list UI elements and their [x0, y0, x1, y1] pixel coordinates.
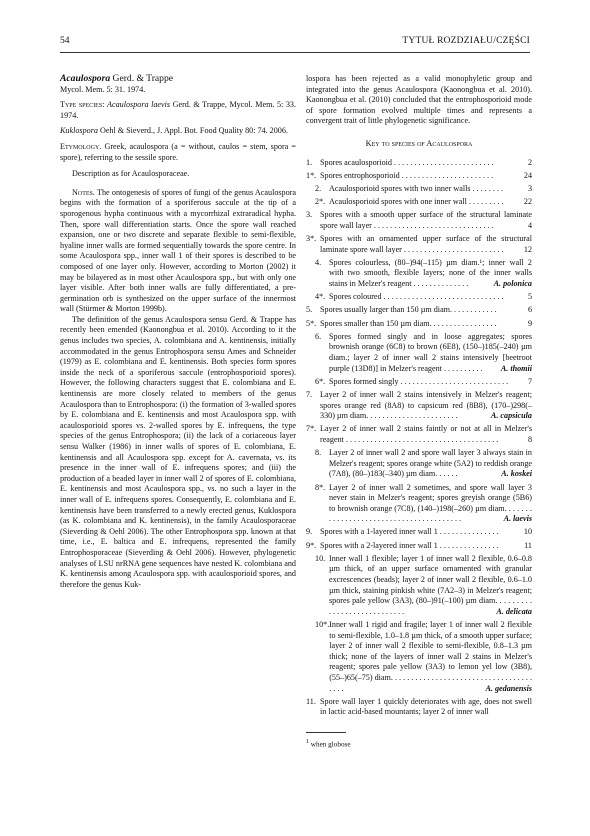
key-entry-description: Spores with an ornamented upper surface of the structural laminate spore wall layer . . . . . . . . . . . . . . . . . . . . . . . . .: [320, 234, 532, 254]
key-entry-number: 4*.: [315, 292, 326, 302]
key-entry-text: [329, 292, 532, 303]
key-entry-description: Spores entrophosporioid . . . . . . . . . . . . . . . . . . . . . . .: [320, 170, 494, 180]
key-entry-result: A. thomii: [500, 363, 532, 373]
key-entry-text: [329, 258, 532, 290]
key-entry-text: [329, 448, 532, 480]
key-entry: [315, 448, 532, 480]
key-entry-result: A. laevis: [503, 514, 532, 524]
continued-paragraph: lospora has been rejected as a valid monophyletic group and integrated into the genus Acaulospora (Kaonongbua et al. 2010). Kaonongbua et al. (2010) concluded that the entrophosporioid mode of spore formation evolved multiple times and represents a convergent trait of little phylogenetic significance.: [306, 74, 532, 126]
key-entry-text: [329, 554, 532, 618]
key-entry-description: Acaulosporioid spores with one inner wall . . . . . . . . .: [329, 197, 504, 207]
key-entry-number: 1.: [306, 157, 313, 167]
key-entry-description: Spore wall layer 1 quickly deteriorates with age, does not swell in lactic acid-based mountants; layer 2 of inner wall: [320, 696, 532, 717]
key-entry-result: 7: [527, 376, 532, 386]
right-column: [306, 74, 532, 750]
key-entry: [315, 292, 532, 303]
key-entry-result: 9: [527, 318, 532, 328]
key-entry-number: 2.: [315, 183, 322, 193]
key-entry-description: Spores with a 1-layered inner wall 1 . . . . . . . . . . . . . . .: [320, 527, 499, 537]
notes-label: Notes.: [72, 187, 95, 197]
page-number: 54: [60, 36, 70, 46]
key-entry: [306, 541, 532, 552]
page-header: [60, 36, 530, 50]
key-entry-number: 9*.: [306, 540, 317, 550]
key-entry-description: Layer 2 of inner wall 2 stains intensively in Melzer's reagent; spores orange red (8A8) to capsicum red (8B8), (170–)298(–330) µm diam. . . . . . . . . . . . . . . . . . . . . . .: [320, 389, 532, 421]
key-entry-description: Acaulosporioid spores with two inner walls . . . . . . . .: [329, 183, 503, 193]
key-entry-number: 10.: [315, 553, 326, 563]
key-entry-result: A. delicata: [496, 606, 532, 616]
key-entry: [315, 620, 532, 694]
key-entry-result: 8: [527, 434, 532, 444]
key-entry-text: [320, 527, 532, 538]
type-species-citation: Gerd. & Trappe, Mycol. Mem. 5: 33. 1974.: [60, 100, 296, 120]
key-entry-text: [320, 234, 532, 255]
key-entry-result: 12: [523, 244, 532, 254]
key-entry-result: 11: [524, 540, 532, 550]
key-entry-number: 4.: [315, 257, 322, 267]
key-entry-description: Inner wall 1 rigid and fragile; layer 1 of inner wall 2 flexible to semi-flexible, 1.0–1.8 µm thick, of a smooth upper surface; layer 2 of inner wall 2 flexible to semi-flexible, 0.8–1.3 µm thick; none of the layers of inner wall 2 stains in Melzer's reagent; spores pale yellow (3A3) to lemon yel low (3B8), (55–)65(–75) diam. . . . . . . . . . . . . . . . . . . . . . . . . . . . . . . . . . . . . . .: [329, 620, 532, 693]
key-entry-number: 10*.: [315, 620, 330, 629]
key-entry-result: 2: [527, 157, 532, 167]
synonym-name: Kuklospora: [60, 126, 98, 136]
key-entry-result: 6: [527, 305, 532, 315]
key-entry-text: [329, 184, 532, 195]
key-entry: [306, 319, 532, 330]
key-entry: [306, 234, 532, 255]
key-entry: [315, 377, 532, 388]
key-entry-result: A. gedanensis: [485, 683, 532, 693]
key-entry-text: [329, 483, 532, 525]
key-entry-text: [320, 424, 532, 445]
etymology-text: Greek, acaulospora (a = without, caulos = stem, spora = spore), referring to the sessile spore.: [60, 141, 296, 162]
key-entry-number: 3*.: [306, 234, 317, 244]
key-entry-number: 8.: [315, 448, 322, 458]
etymology-label: Etymology.: [60, 141, 102, 151]
protologue-reference: Mycol. Mem. 5: 31. 1974.: [60, 84, 146, 94]
key-entry-number: 6*.: [315, 376, 326, 386]
genus-authority: Gerd. & Trappe: [110, 73, 174, 84]
key-entry-description: Spores usually larger than 150 µm diam. . . . . . . . . . . .: [320, 305, 497, 315]
key-entry-number: 11.: [306, 696, 316, 706]
key-entry-result: A. capsicula: [490, 411, 532, 421]
notes-text-1: The ontogenesis of spores of fungi of the genus Acaulospora begins with the formation of a sporiferous saccule at the tip of a sporogenous hypha continuous with a mycorrhizal extraradical hypha. Then, spore wall differentiation starts. Once the spore wall reached expansion, one or two discrete and separate flexible to semi-flexible, hyaline inner walls are formed sequentially towards the spore centre. In some Acaulospora spp., inner wall 1 of their spores is described to be composed of one layer only. However, according to Morton (2002) it may be bilayered as in most other Acaulospora spp., but with only one layer visible. After both inner walls are fully differentiated, a pre-germination orb is synthesized on the upper surface of the innermost wall (Stürmer & Morton 1999b).: [60, 187, 296, 314]
key-entry-number: 9.: [306, 527, 313, 537]
key-heading: Key to species of Acaulospora: [365, 138, 473, 148]
key-entry: [315, 184, 532, 195]
key-entry-text: [320, 305, 532, 316]
key-entry: [306, 390, 532, 422]
key-entry-description: Spores with a 2-layered inner wall 1 . . . . . . . . . . . . . . .: [320, 540, 499, 550]
footnote: [306, 737, 532, 750]
header-rule: [60, 52, 530, 53]
key-entry-number: 5*.: [306, 318, 317, 328]
key-entry-result: 10: [523, 527, 532, 537]
key-entry-description: Inner wall 1 flexible; layer 1 of inner wall 2 flexible, 0.6–0.8 µm thick, of an upper surface ornamented with granular excrescences (beads); layer 2 of inner wall 2 flexible, 0.6–1.0 µm thick, staining pinkish white (7A2–3) in Melzer's reagent; spores pale yellow (3A3), (80–)91(–100) µm diam. . . . . . . . . . . . . . . . . . . . . . . . . . . .: [329, 553, 532, 616]
key-entry-text: [329, 620, 532, 694]
key-entry-number: 5.: [306, 305, 313, 315]
key-entry-number: 2*.: [315, 197, 326, 207]
key-entry-result: A. koskei: [501, 469, 532, 479]
key-entry-number: 8*.: [315, 482, 326, 492]
key-entry: [306, 171, 532, 182]
notes-paragraph-1: [60, 188, 296, 315]
key-entry-text: [320, 158, 532, 169]
key-entry-description: Spores with a smooth upper surface of the structural laminate spore wall layer . . . . . . . . . . . . . . . . . . . . . . . . . . . . . .: [320, 210, 532, 230]
key-entry-description: Spores acaulosporioid . . . . . . . . . . . . . . . . . . . . . . . . .: [320, 157, 494, 167]
key-entry-number: 1*.: [306, 170, 317, 180]
synonym-citation: Oehl & Sieverd., J. Appl. Bot. Food Quality 80: 74. 2006.: [97, 126, 288, 136]
type-species-label: Type species:: [60, 100, 105, 110]
type-species: [60, 100, 296, 121]
key-entry-number: 7.: [306, 389, 313, 399]
left-column: [60, 74, 296, 590]
key-entry-text: [329, 197, 532, 208]
key-entry-description: Spores formed singly and in loose aggregates; spores brownish orange (6C8) to brown (6E8), (150–)185(–240) µm diam.; layer 2 of inner wall 2 stains intensively [beetroot purple (13D8)] in Melzer's reagent . . . . . . . . . .: [329, 331, 532, 373]
key-entry: [306, 158, 532, 169]
key-entry-number: 3.: [306, 210, 313, 220]
key-entry: [315, 258, 532, 290]
key-entry-description: Spores coloured . . . . . . . . . . . . . . . . . . . . . . . . . . . . . .: [329, 292, 504, 302]
key-entry-description: Spores formed singly . . . . . . . . . . . . . . . . . . . . . . . . . . .: [329, 376, 509, 386]
key-entry-text: [320, 697, 532, 718]
running-title: TYTUŁ ROZDZIAŁU/CZĘŚCI: [402, 36, 530, 46]
key-entry-text: [320, 210, 532, 231]
footnote-text: when globose: [310, 740, 351, 749]
key-entry: [315, 483, 532, 525]
key-entry-text: [320, 171, 532, 182]
key-entry-description: Spores smaller than 150 µm diam. . . . . . . . . . . . . . . . .: [320, 318, 497, 328]
key-entry-text: [320, 390, 532, 422]
species-key: [306, 158, 532, 718]
key-entry-description: Layer 2 of inner wall 2 stains faintly or not at all in Melzer's reagent . . . . . . . . . . . . . . . . . . . . . . . . . . . . . . . . . . . . . .: [320, 424, 532, 444]
type-species-name: Acaulospora laevis: [107, 100, 171, 110]
key-entry-result: 22: [523, 197, 532, 207]
key-entry-text: [329, 332, 532, 374]
key-entry-result: 24: [523, 170, 532, 180]
key-entry-description: Layer 2 of inner wall 2 sometimes, and spore wall layer 3 never stain in Melzer's reagent; spores greyish orange (5B6) to brownish orange (7C8), (140–)198(–260) µm diam. . . . . . . . . . . . . . . . . . . . . . . . . . . . . . . . . . . . . . . .: [329, 482, 532, 524]
key-entry-result: 3: [527, 183, 532, 193]
notes-paragraph-2: The definition of the genus Acaulospora sensu Gerd. & Trappe has recently been emended (Kaonongbua et al. 2010). According to it the genus includes two species, A. colombiana and A. kentinensis, initially accommodated in the genus Entrophospora sensu Ames and Schneider (1979) as E. colombiana and E. kentinensis. Both species form spores inside the neck of a sporiferous saccule (entrophosporioid spores). However, the following characters suggest that E. colombiana and E. kentinensis are more closely related to members of the genus Acaulospora than to Entrophospora: (i) the formation of 3-walled spores by E. colombiana and E. kentinensis and most Acaulospora spp. with acaulosporioid spores vs. 2-walled spores by E. infrequens, the type species of the genus Entrophospora; (ii) the lack of a coriaceous layer sensu Walker (1986) in inner walls of spores of E. colombiana, E. kentinensis and all Acaulospora spp. except for A. cavernata, vs. its presence in the inner wall of E. infrequens spores; and (iii) the production of a beaded layer in inner wall 2 of spores of E. colombiana, E. kentinensis and most Acaulospora spp., vs. no such a layer in the inner wall of E. infrequens spores. Consequently, E. colombiana and E. kentinensis have been transferred to a newly erected genus, Kuklospora (as K. colombiana and K. kentinensis), in the family Acaulosporaceae (Sieverding & Oehl 2006). The other Entrophospora spp. known at that time, i.e., E. baltica and E. infrequens, represented the family Entrophosporaceae (Sieverding & Oehl 2006). However, phylogenetic analyses of LSU nrRNA gene sequences have nested K. colombiana and K. kentinensis among Acaulospora spp. with acaulosporioid spores, and therefore the genus Kuk-: [60, 314, 296, 589]
key-entry-result: A. polonica: [493, 279, 532, 289]
key-entry: [315, 554, 532, 618]
key-entry-number: 7*.: [306, 424, 317, 434]
key-entry-result: 5: [527, 292, 532, 302]
key-entry-text: [320, 319, 532, 330]
key-entry: [306, 697, 532, 718]
key-entry: [306, 527, 532, 538]
genus-title: [60, 74, 296, 85]
key-entry: [306, 424, 532, 445]
key-entry: [315, 332, 532, 374]
key-entry: [315, 197, 532, 208]
footnote-rule: [306, 732, 346, 733]
key-entry-result: 4: [527, 220, 532, 230]
key-entry-number: 6.: [315, 331, 322, 341]
key-entry: [306, 210, 532, 231]
genus-name: Acaulospora: [60, 73, 111, 84]
key-entry-text: [329, 377, 532, 388]
footnote-mark: 1: [306, 738, 309, 745]
key-entry-description: Spores colourless, (80–)94(–115) µm diam.¹; inner wall 2 with two smooth, flexible layers; none of the inner walls stains in Melzer's reagent . . . . . . . . . . . . . .: [329, 257, 532, 289]
synonym: [60, 126, 296, 137]
key-entry-text: [320, 541, 532, 552]
etymology: [60, 142, 296, 163]
key-entry-description: Layer 2 of inner wall 2 and spore wall layer 3 always stain in Melzer's reagent; spores orange white (5A2) to reddish orange (7A8), (80–)183(–340) µm diam. . . . . .: [329, 448, 532, 479]
key-entry: [306, 305, 532, 316]
description: Description as for Acaulosporaceae.: [72, 169, 190, 179]
